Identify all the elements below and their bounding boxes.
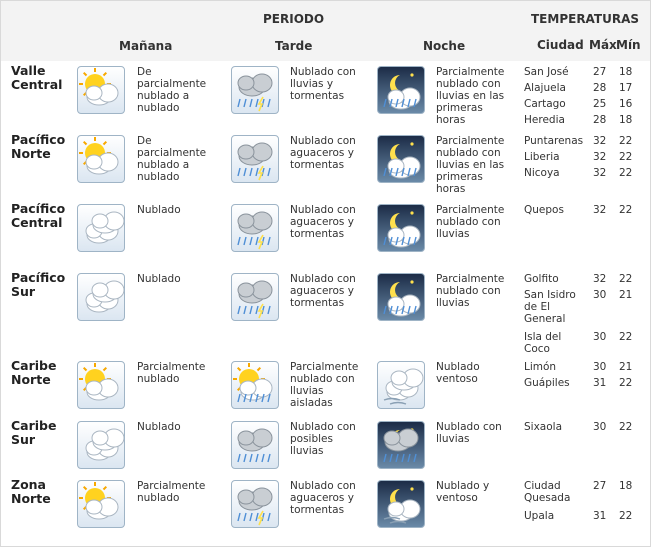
sun-cloud-icon [77, 66, 125, 114]
max-temp: 28 [593, 114, 607, 126]
min-temp: 21 [619, 361, 633, 373]
noche-description: Nublado ventoso [436, 361, 480, 385]
city-name: Isla del Coco [524, 331, 562, 355]
max-temp: 30 [593, 289, 607, 301]
city-name: Alajuela [524, 82, 566, 94]
cloud-rain-icon [231, 421, 279, 469]
max-temp: 31 [593, 377, 607, 389]
cloud-rain-storm-icon [231, 204, 279, 252]
ciudad-heading: Ciudad [537, 38, 584, 52]
region-name: Caribe Sur [11, 418, 57, 447]
table-row [1, 133, 650, 202]
city-name: Heredia [524, 114, 565, 126]
tarde-description: Nublado con posibles lluvias [290, 421, 356, 457]
max-heading: Máx [589, 38, 617, 52]
noche-description: Nublado con lluvias [436, 421, 502, 445]
moon-cloud-rain-icon [377, 135, 425, 183]
tarde-description: Parcialmente nublado con lluvias aisladas [290, 361, 359, 409]
max-temp: 32 [593, 204, 607, 216]
max-temp: 25 [593, 98, 607, 110]
cloud-rain-storm-icon [231, 480, 279, 528]
region-name: Caribe Norte [11, 358, 57, 387]
city-name: San José [524, 66, 569, 78]
city-name: Upala [524, 510, 555, 522]
moon-cloud-rain-icon [377, 273, 425, 321]
min-temp: 22 [619, 273, 633, 285]
manana-heading: Mañana [119, 39, 173, 53]
manana-description: Nublado [137, 421, 181, 433]
max-temp: 31 [593, 510, 607, 522]
sun-cloud-rain-icon [231, 361, 279, 409]
noche-description: Parcialmente nublado con lluvias en las primeras horas [436, 135, 505, 195]
night-cloud-wind-icon [377, 480, 425, 528]
tarde-description: Nublado con aguaceros y tormentas [290, 135, 356, 171]
region-name: Pacífico Sur [11, 270, 66, 299]
min-temp: 22 [619, 167, 633, 179]
min-temp: 22 [619, 204, 633, 216]
region-name: Zona Norte [11, 477, 51, 506]
max-temp: 27 [593, 480, 607, 492]
max-temp: 32 [593, 151, 607, 163]
min-temp: 17 [619, 82, 633, 94]
tarde-description: Nublado con aguaceros y tormentas [290, 204, 356, 240]
city-name: Quepos [524, 204, 564, 216]
min-temp: 22 [619, 135, 633, 147]
cloud-rain-storm-icon [231, 273, 279, 321]
city-name: Guápiles [524, 377, 570, 389]
max-temp: 28 [593, 82, 607, 94]
city-name: Liberia [524, 151, 560, 163]
moon-cloud-rain-icon [377, 204, 425, 252]
min-heading: Mín [616, 38, 641, 52]
max-temp: 32 [593, 167, 607, 179]
night-cloud-rain-icon [377, 421, 425, 469]
city-name: Nicoya [524, 167, 560, 179]
cloud-icon [77, 421, 125, 469]
table-row [1, 202, 650, 271]
noche-heading: Noche [423, 39, 466, 53]
city-name: Sixaola [524, 421, 563, 433]
min-temp: 18 [619, 114, 633, 126]
max-temp: 32 [593, 273, 607, 285]
manana-description: Nublado [137, 204, 181, 216]
city-name: Limón [524, 361, 557, 373]
moon-cloud-rain-icon [377, 66, 425, 114]
table-row [1, 64, 650, 133]
tarde-description: Nublado con aguaceros y tormentas [290, 480, 356, 516]
tarde-heading: Tarde [275, 39, 313, 53]
temperaturas-heading: TEMPERATURAS [531, 12, 640, 26]
manana-description: Nublado [137, 273, 181, 285]
manana-description: Parcialmente nublado [137, 361, 206, 385]
noche-description: Nublado y ventoso [436, 480, 490, 504]
sun-cloud-icon [77, 480, 125, 528]
max-temp: 30 [593, 421, 607, 433]
max-temp: 27 [593, 66, 607, 78]
cloud-wind-icon [377, 361, 425, 409]
min-temp: 22 [619, 377, 633, 389]
noche-description: Parcialmente nublado con lluvias [436, 204, 505, 240]
city-name: Ciudad Quesada [524, 480, 571, 504]
table-row [1, 419, 650, 478]
min-temp: 18 [619, 480, 633, 492]
city-name: Cartago [524, 98, 566, 110]
cloud-rain-storm-icon [231, 135, 279, 183]
table-row [1, 359, 650, 419]
min-temp: 21 [619, 289, 633, 301]
table-row [1, 478, 650, 548]
min-temp: 22 [619, 331, 633, 343]
tarde-description: Nublado con aguaceros y tormentas [290, 273, 356, 309]
region-name: Pacífico Central [11, 201, 66, 230]
min-temp: 22 [619, 151, 633, 163]
max-temp: 30 [593, 361, 607, 373]
max-temp: 32 [593, 135, 607, 147]
sun-cloud-icon [77, 361, 125, 409]
cloud-icon [77, 273, 125, 321]
manana-description: Parcialmente nublado [137, 480, 206, 504]
max-temp: 30 [593, 331, 607, 343]
manana-description: De parcialmente nublado a nublado [137, 66, 207, 114]
min-temp: 22 [619, 510, 633, 522]
noche-description: Parcialmente nublado con lluvias [436, 273, 505, 309]
region-name: Pacífico Norte [11, 132, 66, 161]
city-name: San Isidro de El General [524, 289, 576, 325]
min-temp: 18 [619, 66, 633, 78]
sun-cloud-icon [77, 135, 125, 183]
cloud-icon [77, 204, 125, 252]
table-row [1, 271, 650, 359]
region-name: Valle Central [11, 63, 63, 92]
noche-description: Parcialmente nublado con lluvias en las primeras horas [436, 66, 505, 126]
city-name: Puntarenas [524, 135, 584, 147]
tarde-description: Nublado con lluvias y tormentas [290, 66, 356, 102]
cloud-rain-storm-icon [231, 66, 279, 114]
min-temp: 22 [619, 421, 633, 433]
table-header [1, 1, 650, 61]
min-temp: 16 [619, 98, 633, 110]
city-name: Golfito [524, 273, 559, 285]
manana-description: De parcialmente nublado a nublado [137, 135, 207, 183]
periodo-heading: PERIODO [263, 12, 325, 26]
